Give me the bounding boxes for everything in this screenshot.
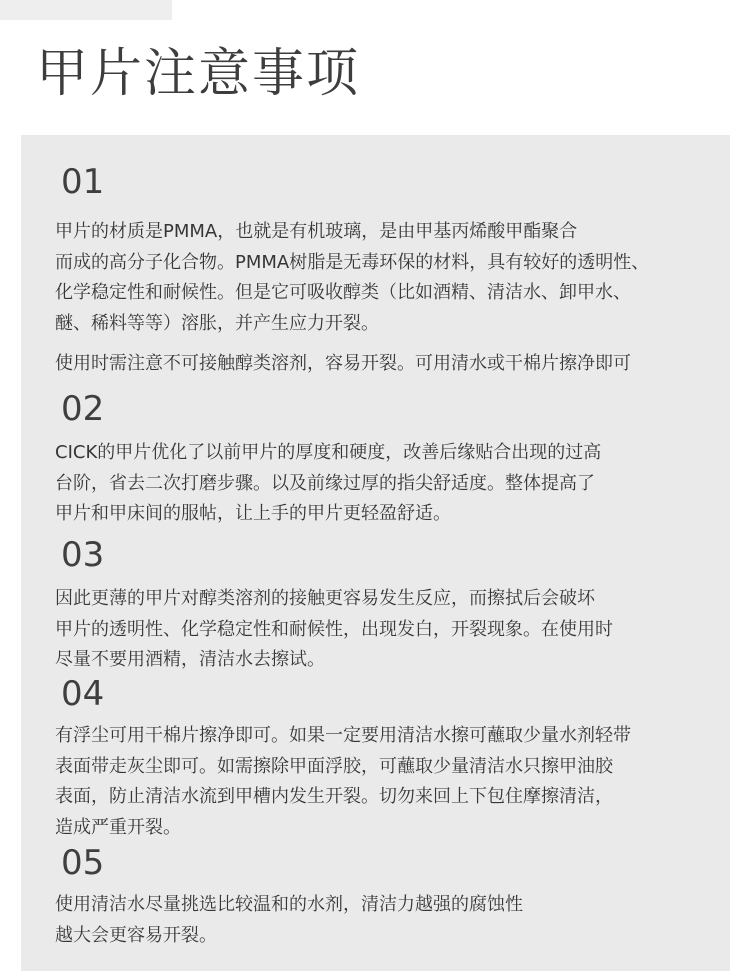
notes-panel	[21, 135, 730, 971]
section-text-line: CICK的甲片优化了以前甲片的厚度和硬度，改善后缘贴合出现的过高	[55, 442, 602, 463]
section-01	[55, 161, 725, 380]
section-number: 02	[61, 389, 105, 429]
section-text-line: 使用清洁水尽量挑选比较温和的水剂，清洁力越强的腐蚀性	[55, 894, 523, 915]
section-text-line: 甲片和甲床间的服帖，让上手的甲片更轻盈舒适。	[55, 503, 451, 524]
section-number: 05	[61, 843, 105, 883]
section-text-line: 甲片的材质是PMMA，也就是有机玻璃，是由甲基丙烯酸甲酯聚合	[55, 221, 578, 242]
section-text-line: 有浮尘可用干棉片擦净即可。如果一定要用清洁水擦可蘸取少量水剂轻带	[55, 725, 631, 746]
page-title: 甲片注意事项	[36, 44, 361, 104]
section-text-line: 造成严重开裂。	[55, 816, 181, 838]
section-number: 01	[61, 162, 105, 202]
section-text-line: 表面，防止清洁水流到甲槽内发生开裂。切勿来回上下包住摩擦清洁，	[55, 786, 613, 807]
section-text-line: 化学稳定性和耐候性。但是它可吸收醇类（比如酒精、清洁水、卸甲水、	[55, 282, 631, 303]
top-tab-decoration	[0, 0, 172, 20]
section-text-line: 越大会更容易开裂。	[55, 924, 217, 946]
section-04	[55, 673, 725, 843]
section-text-line: 尽量不要用酒精，清洁水去擦试。	[55, 649, 325, 670]
section-note-line: 使用时需注意不可接触醇类溶剂，容易开裂。可用清水或干棉片擦净即可	[55, 353, 631, 374]
section-text-line: 醚、稀料等等）溶胀，并产生应力开裂。	[55, 312, 379, 334]
section-05	[55, 842, 725, 951]
section-text-line: 因此更薄的甲片对醇类溶剂的接触更容易发生反应，而擦拭后会破坏	[55, 588, 595, 609]
section-03	[55, 534, 725, 676]
section-text-line: 表面带走灰尘即可。如需擦除甲面浮胶，可蘸取少量清洁水只擦甲油胶	[55, 755, 613, 777]
section-text-line: 而成的高分子化合物。PMMA树脂是无毒环保的材料，具有较好的透明性、	[55, 251, 650, 273]
section-text-line: 台阶，省去二次打磨步骤。以及前缘过厚的指尖舒适度。整体提高了	[55, 472, 595, 494]
section-number: 03	[61, 535, 105, 575]
section-02	[55, 388, 725, 530]
section-number: 04	[61, 674, 105, 714]
section-text-line: 甲片的透明性、化学稳定性和耐候性，出现发白，开裂现象。在使用时	[55, 618, 613, 640]
